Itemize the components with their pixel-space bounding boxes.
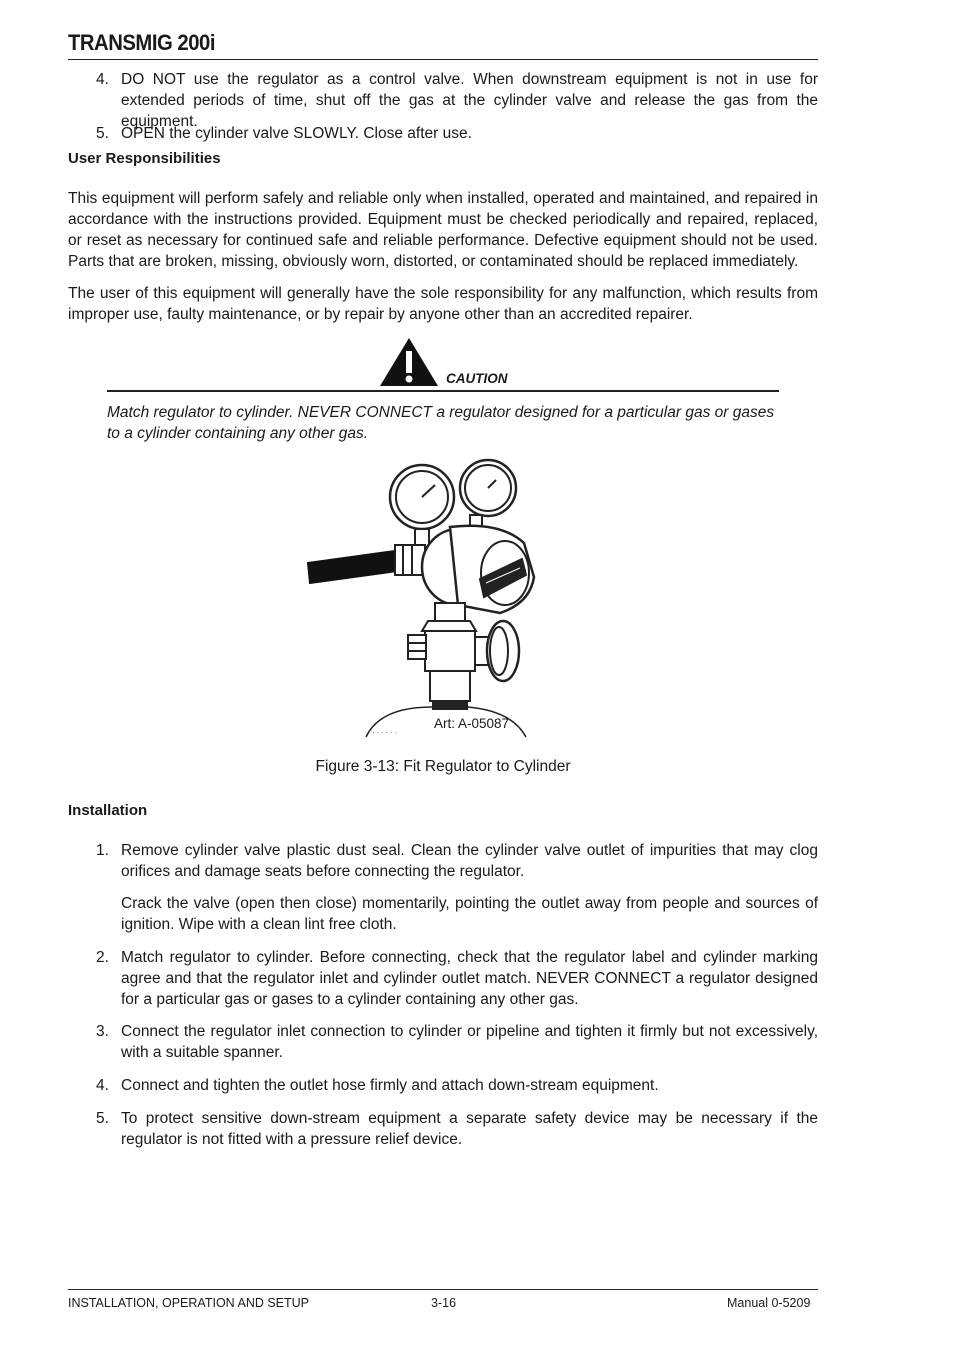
caution-text: Match regulator to cylinder. NEVER CONNECT a regulator designed for a particular gas or gases to a cylinder containing any other gas. xyxy=(107,404,775,442)
paragraph: This equipment will perform safely and reliable only when installed, operated and maintained, and repaired in accordance with the instructions provided. Equipment must be checked periodically and repaired, replaced, or reset as necessary for continued safe and reliable performance. Defective equipment should not be used. Parts that are broken, missing, obviously worn, distorted, or contaminated should be replaced immediately. xyxy=(68,190,818,270)
list-item-text: Crack the valve (open then close) momentarily, pointing the outlet away from people and sources of ignition. Wipe with a clean lint free cloth. xyxy=(121,895,818,933)
caution-label: CAUTION xyxy=(446,371,508,386)
list-item-number: 2. xyxy=(96,949,109,966)
list-item-text: DO NOT use the regulator as a control valve. When downstream equipment is not in use for extended periods of time, shut off the gas at the cylinder valve and release the gas from the equipment. xyxy=(121,71,818,130)
list-item-number: 4. xyxy=(96,71,109,88)
manual-number: Manual 0-5209 xyxy=(727,1296,811,1310)
footer-divider xyxy=(68,1289,818,1290)
header-divider xyxy=(68,59,818,60)
art-reference: Art: A-05087 xyxy=(434,716,510,731)
footer-section: INSTALLATION, OPERATION AND SETUP xyxy=(68,1296,310,1310)
list-item-number: 5. xyxy=(96,1110,109,1127)
figure-caption: Figure 3-13: Fit Regulator to Cylinder xyxy=(315,758,571,775)
list-item-text: Connect and tighten the outlet hose firmly and attach down-stream equipment. xyxy=(121,1077,659,1094)
list-item-number: 1. xyxy=(96,842,109,859)
caution-divider xyxy=(107,390,779,392)
page-number: 3-16 xyxy=(431,1296,457,1310)
list-item-text: OPEN the cylinder valve SLOWLY. Close after use. xyxy=(121,125,472,142)
list-item-number: 5. xyxy=(96,125,109,142)
list-item-number: 3. xyxy=(96,1023,109,1040)
warning-triangle-icon xyxy=(378,336,440,388)
section-heading-installation: Installation xyxy=(68,802,148,819)
list-item-text: Match regulator to cylinder. Before connecting, check that the regulator label and cylinder marking agree and that the regulator inlet and cylinder outlet match. NEVER CONNECT a regulator designed for a particular gas or gases to a cylinder containing any other gas. xyxy=(121,949,818,1008)
list-item-text: To protect sensitive down-stream equipment a separate safety device may be necessary if the regulator is not fitted with a pressure relief device. xyxy=(121,1110,818,1148)
regulator-cylinder-illustration xyxy=(300,455,570,745)
page-title: TRANSMIG 200i xyxy=(68,30,215,55)
svg-text:· · · · · · ·: · · · · · · · xyxy=(368,729,397,737)
paragraph: The user of this equipment will generally have the sole responsibility for any malfunction, which results from improper use, faulty maintenance, or by repair by anyone other than an accredited repairer. xyxy=(68,285,818,323)
list-item-number: 4. xyxy=(96,1077,109,1094)
list-item-text: Remove cylinder valve plastic dust seal. Clean the cylinder valve outlet of impurities that may clog orifices and damage seats before connecting the regulator. xyxy=(121,842,818,880)
list-item-text: Connect the regulator inlet connection to cylinder or pipeline and tighten it firmly but not excessively, with a suitable spanner. xyxy=(121,1023,818,1061)
section-heading-user-responsibilities: User Responsibilities xyxy=(68,150,221,167)
